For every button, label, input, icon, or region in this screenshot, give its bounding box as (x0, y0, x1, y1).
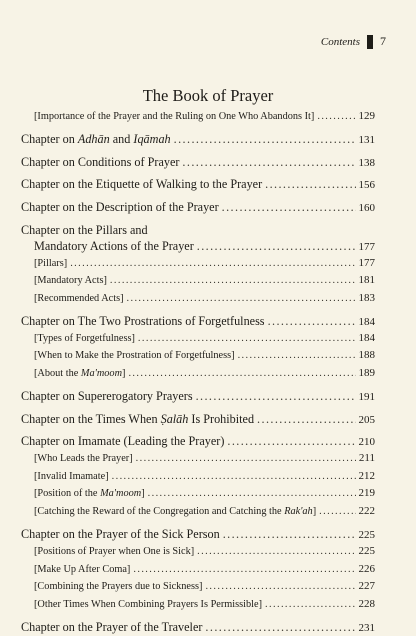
toc-entry-page-number: 225 (358, 529, 375, 542)
toc-entry-label: Chapter on the Prayer of the Traveler (21, 619, 203, 634)
toc-entry-label: Chapter on Adhān and Iqāmah (21, 132, 171, 147)
dot-leader (133, 562, 355, 579)
toc-chapter-entry[interactable] (21, 154, 375, 171)
toc-chapter-entry[interactable] (21, 526, 375, 543)
toc-chapter-entry[interactable] (21, 238, 375, 255)
toc-entry-label: [Position of the Ma'moom] (34, 488, 145, 500)
toc-entry-page-number: 210 (358, 436, 375, 449)
dot-leader (265, 597, 355, 614)
toc-entry-label: [Positions of Prayer when One is Sick] (34, 546, 195, 558)
toc-entry-label: Chapter on the Etiquette of Walking to the Prayer (21, 177, 263, 192)
toc-subentry[interactable] (21, 468, 375, 486)
toc-subentry[interactable] (21, 272, 375, 290)
toc-entry-label: [Make Up After Coma] (34, 563, 131, 575)
toc-entry-page-number: 219 (358, 487, 375, 500)
toc-chapter-entry[interactable] (21, 411, 375, 428)
dot-leader (265, 176, 355, 192)
toc-entry-page-number: 177 (358, 240, 375, 253)
toc-subentry[interactable] (21, 290, 375, 308)
header-separator-bar (367, 35, 373, 49)
running-header (321, 34, 386, 49)
toc-entry-page-number: 231 (358, 621, 375, 634)
toc-entry-page-number: 183 (358, 291, 375, 304)
toc-entry-label: Mandatory Actions of the Prayer (34, 238, 194, 253)
toc-entry-page-number: 205 (358, 413, 375, 426)
toc-entry-page-number: 138 (358, 156, 375, 169)
toc-entry-label: [Catching the Reward of the Congregation and Catching the Rak'ah] (34, 505, 317, 517)
toc-entry-label: [Types of Forgetfulness] (34, 332, 135, 344)
dot-leader (174, 131, 356, 147)
dot-leader (182, 154, 355, 170)
toc-entry-label: [When to Make the Prostration of Forgetfulness] (34, 350, 235, 362)
toc-subentry[interactable] (21, 596, 375, 614)
toc-entry-page-number: 191 (358, 391, 375, 404)
toc-entry-page-number: 227 (358, 580, 375, 593)
toc-entry-page-number: 225 (358, 545, 375, 558)
toc-entry-page-number: 160 (358, 201, 375, 214)
header-section-title: Contents (320, 35, 360, 48)
toc-chapter (21, 222, 375, 255)
toc-entry-label: [Mandatory Acts] (34, 275, 107, 287)
toc-chapter-entry[interactable] (21, 176, 375, 193)
toc-subentry[interactable] (21, 347, 375, 365)
dot-leader (317, 109, 355, 126)
toc-chapter-entry[interactable] (21, 433, 375, 450)
toc-entry-page-number: 184 (358, 331, 375, 344)
dot-leader (112, 469, 356, 486)
toc-subentry[interactable] (21, 255, 375, 273)
dot-leader (257, 411, 355, 427)
toc-entry-label: Chapter on Imamate (Leading the Prayer) (21, 434, 225, 449)
toc-chapter-title-line: Chapter on the Pillars and (21, 222, 148, 237)
toc-entry-page-number: 211 (358, 452, 375, 465)
toc-subentry[interactable] (21, 108, 375, 126)
dot-leader (138, 331, 356, 348)
dot-leader (223, 526, 356, 542)
toc-entry-page-number: 222 (358, 504, 375, 517)
toc-chapter-entry[interactable] (21, 313, 375, 330)
toc-subentry[interactable] (21, 543, 375, 561)
dot-leader (70, 256, 355, 273)
toc-entry-label: [Importance of the Prayer and the Ruling on One Who Abandons It] (34, 111, 315, 122)
toc-subentry[interactable] (21, 365, 375, 383)
toc-entry-label: [About the Ma'moom] (34, 368, 126, 380)
toc-entry-page-number: 226 (358, 562, 375, 575)
dot-leader (128, 366, 355, 383)
toc-entry-page-number: 189 (358, 367, 375, 380)
table-of-contents (21, 108, 375, 636)
toc-entry-label: [Invalid Imamate] (34, 470, 109, 482)
dot-leader (148, 486, 356, 503)
header-page-number: 7 (380, 34, 386, 48)
toc-entry-label: [Who Leads the Prayer] (34, 453, 133, 465)
dot-leader (196, 388, 356, 404)
toc-subentry[interactable] (21, 450, 375, 468)
dot-leader (110, 273, 356, 290)
toc-entry-label: [Combining the Prayers due to Sickness] (34, 581, 203, 593)
toc-entry-label: Chapter on the Prayer of the Sick Person (21, 527, 220, 542)
toc-entry-label: Chapter on the Description of the Prayer (21, 199, 219, 214)
toc-entry-label: Chapter on the Times When Ṣalāh Is Prohibited (21, 411, 255, 426)
toc-subentry[interactable] (21, 578, 375, 596)
toc-entry-page-number: 131 (358, 134, 375, 147)
toc-entry-page-number: 177 (358, 256, 375, 269)
toc-subentry[interactable] (21, 330, 375, 348)
toc-subentry[interactable] (21, 561, 375, 579)
toc-entry-page-number: 129 (358, 110, 375, 122)
toc-entry-label: Chapter on Conditions of Prayer (21, 154, 180, 169)
toc-chapter-entry[interactable] (21, 131, 375, 148)
toc-chapter-entry[interactable] (21, 199, 375, 216)
toc-entry-label: Chapter on The Two Prostrations of Forgetfulness (21, 313, 265, 328)
dot-leader (197, 544, 355, 561)
toc-subentry[interactable] (21, 503, 375, 521)
dot-leader (205, 619, 355, 635)
dot-leader (205, 579, 355, 596)
dot-leader (238, 348, 356, 365)
toc-chapter-entry[interactable] (21, 619, 375, 636)
dot-leader (268, 313, 356, 329)
toc-chapter-entry[interactable] (21, 388, 375, 405)
toc-entry-label: [Recommended Acts] (34, 292, 124, 304)
toc-entry-label: Chapter on Supererogatory Prayers (21, 389, 193, 404)
toc-entry-label: [Other Times When Combining Prayers Is Permissible] (34, 598, 263, 610)
toc-subentry[interactable] (21, 485, 375, 503)
toc-entry-label: [Pillars] (34, 257, 68, 269)
dot-leader (222, 199, 356, 215)
dot-leader (319, 504, 355, 521)
toc-entry-page-number: 156 (358, 179, 375, 192)
toc-entry-page-number: 212 (358, 469, 375, 482)
toc-entry-page-number: 228 (358, 597, 375, 610)
dot-leader (227, 433, 355, 449)
toc-entry-page-number: 184 (358, 315, 375, 328)
dot-leader (127, 291, 356, 308)
dot-leader (197, 238, 356, 254)
toc-entry-page-number: 181 (358, 274, 375, 287)
page-title: The Book of Prayer (142, 86, 274, 105)
toc-entry-page-number: 188 (358, 349, 375, 362)
dot-leader (136, 451, 356, 468)
